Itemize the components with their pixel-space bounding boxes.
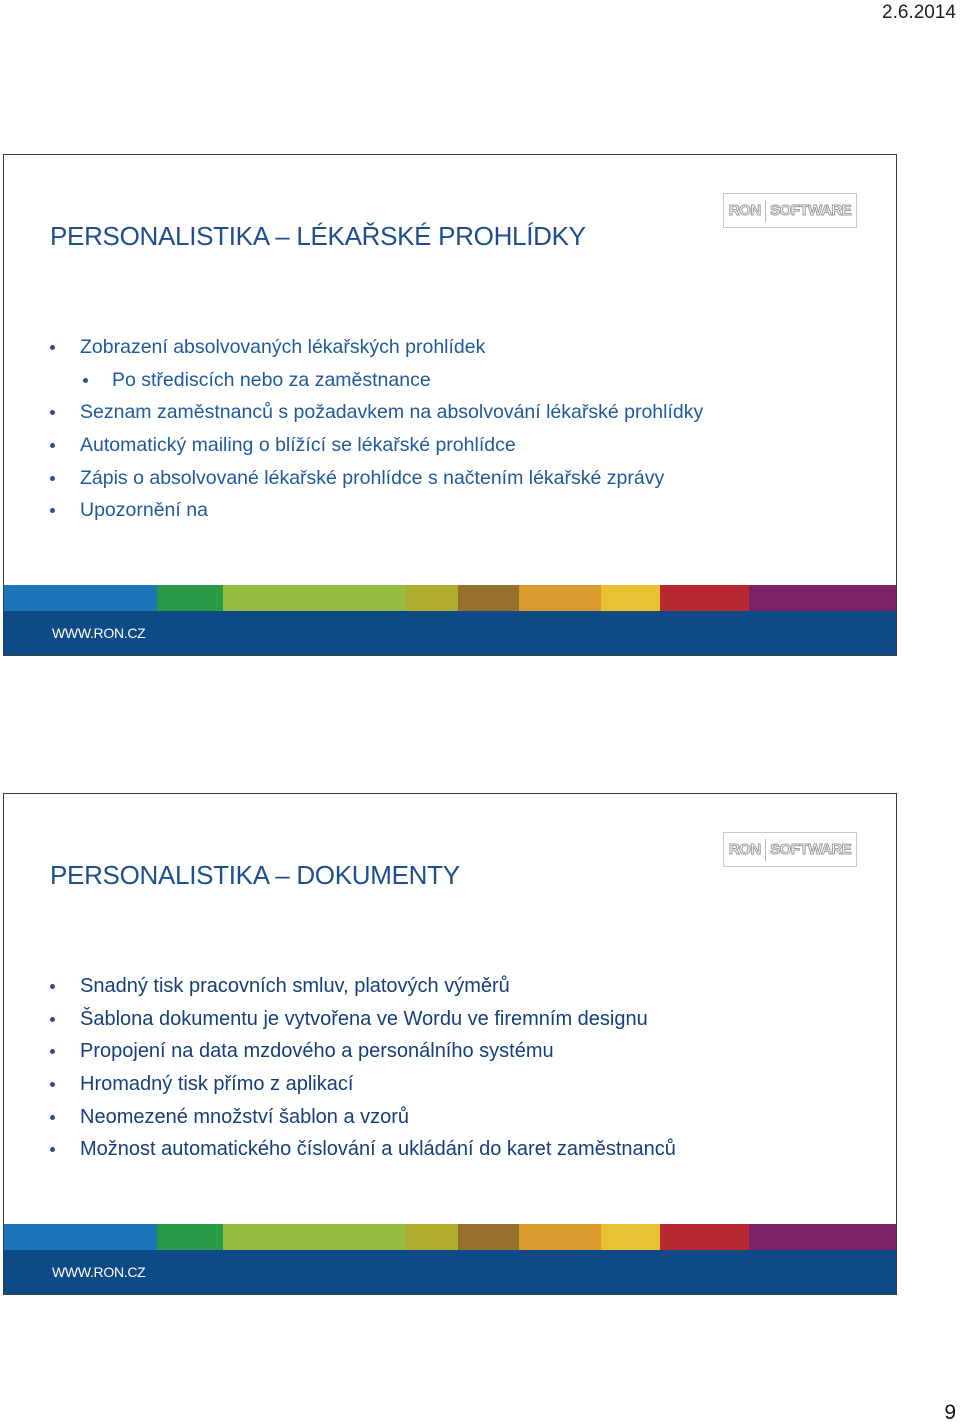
list-item: Zobrazení absolvovaných lékařských prohlídek: [50, 333, 703, 366]
footer-bar: [4, 1250, 896, 1294]
page-date: 2.6.2014: [882, 2, 956, 23]
list-item: Propojení na data mzdového a personálního systému: [50, 1037, 676, 1070]
bullet-list: [50, 333, 703, 529]
color-band: [4, 1224, 896, 1250]
list-item: Automatický mailing o blížící se lékařské prohlídce: [50, 431, 703, 464]
logo-divider: [765, 839, 767, 861]
footer-url: WWW.RON.CZ: [52, 1264, 146, 1280]
footer-url: WWW.RON.CZ: [52, 625, 146, 641]
logo-text-software: SOFTWARE: [770, 202, 852, 219]
slide-medical-checkups: [3, 154, 897, 656]
band-segment: [519, 1224, 601, 1250]
list-item: Neomezené množství šablon a vzorů: [50, 1103, 676, 1136]
band-segment: [601, 1224, 661, 1250]
bullet-icon: [50, 1049, 55, 1054]
band-segment: [601, 585, 661, 611]
list-item: Možnost automatického číslování a ukládání do karet zaměstnanců: [50, 1135, 676, 1168]
bullet-icon: [50, 1115, 55, 1120]
bullet-icon: [50, 508, 55, 513]
bullet-icon: [50, 476, 55, 481]
bullet-icon: [50, 984, 55, 989]
band-segment: [4, 1224, 157, 1250]
list-item: Seznam zaměstnanců s požadavkem na absolvování lékařské prohlídky: [50, 398, 703, 431]
list-item: Upozornění na: [50, 496, 703, 529]
page-number: 9: [944, 1401, 956, 1424]
list-item: Zápis o absolvované lékařské prohlídce s načtením lékařské zprávy: [50, 464, 703, 497]
list-item: Šablona dokumentu je vytvořena ve Wordu ve firemním designu: [50, 1005, 676, 1038]
ron-software-logo: [723, 193, 857, 228]
ron-software-logo: [723, 832, 857, 867]
bullet-list: [50, 972, 676, 1168]
logo-text-ron: RON: [728, 841, 761, 858]
bullet-icon: [50, 345, 55, 350]
slide-documents: [3, 793, 897, 1295]
band-segment: [660, 585, 748, 611]
bullet-icon: [50, 410, 55, 415]
logo-text-ron: RON: [728, 202, 761, 219]
band-segment: [406, 585, 458, 611]
band-segment: [458, 585, 519, 611]
logo-text-software: SOFTWARE: [770, 841, 852, 858]
band-segment: [660, 1224, 748, 1250]
band-segment: [157, 1224, 224, 1250]
band-segment: [406, 1224, 458, 1250]
band-segment: [749, 1224, 896, 1250]
slide-title: PERSONALISTIKA – LÉKAŘSKÉ PROHLÍDKY: [50, 221, 586, 251]
bullet-icon: [50, 1147, 55, 1152]
band-segment: [749, 585, 896, 611]
logo-divider: [765, 200, 767, 222]
band-segment: [458, 1224, 519, 1250]
band-segment: [4, 585, 157, 611]
list-item: Hromadný tisk přímo z aplikací: [50, 1070, 676, 1103]
slide-title: PERSONALISTIKA – DOKUMENTY: [50, 860, 460, 890]
band-segment: [157, 585, 224, 611]
list-item: Po střediscích nebo za zaměstnance: [50, 366, 703, 399]
list-item: Snadný tisk pracovních smluv, platových výměrů: [50, 972, 676, 1005]
color-band: [4, 585, 896, 611]
band-segment: [223, 585, 406, 611]
bullet-icon: [50, 1082, 55, 1087]
footer-bar: [4, 611, 896, 655]
bullet-icon: [50, 1017, 55, 1022]
band-segment: [519, 585, 601, 611]
bullet-icon: [50, 443, 55, 448]
bullet-icon: [83, 378, 88, 383]
band-segment: [223, 1224, 406, 1250]
